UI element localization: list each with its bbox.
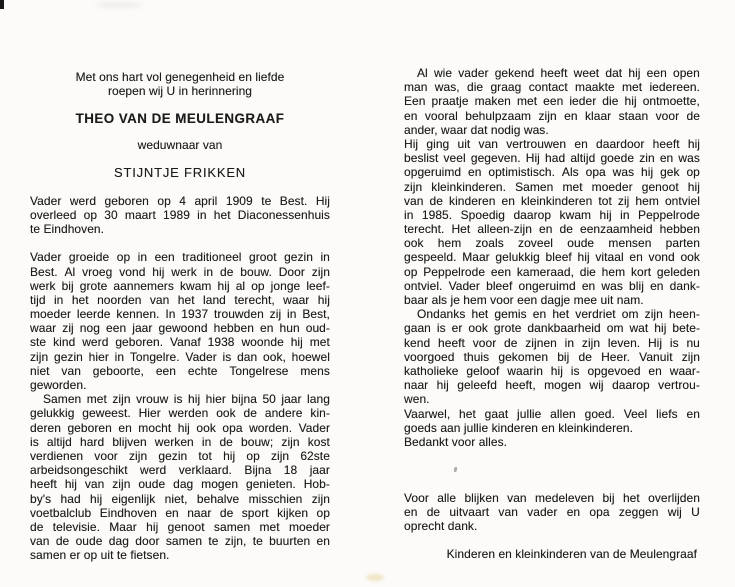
text-line: samen er op uit te fietsen. xyxy=(30,548,170,563)
text-line: by's had hij eigenlijk niet, behalve misschien zijn xyxy=(30,491,330,506)
text-line: waar zij nog een jaar gewoond hebben en hun oud- xyxy=(30,321,330,336)
text-line: heeft hij van zijn oude dag mogen genieten. Hob- xyxy=(30,477,330,492)
text-line: ander, waar dat nodig was. xyxy=(404,122,549,137)
text-line: oprecht dank. xyxy=(404,519,478,534)
text-line: op Peppelrode een kameraad, die hem kort geleden xyxy=(404,264,700,279)
paragraph xyxy=(30,250,330,392)
paragraph xyxy=(30,392,330,562)
text-line: niet van geboorte, een echte Tongelrese mens xyxy=(30,363,330,378)
text-line: verdienen voor zijn gezin tot hij op zijn 62ste xyxy=(30,448,330,463)
text-line: Voor alle blijken van medeleven bij het overlijden xyxy=(404,491,700,506)
text-line: de televisie. Maar hij genoot samen met moeder xyxy=(30,519,330,534)
text-line: voetbalclub Eindhoven en naar de sport kijken op xyxy=(30,505,330,520)
text-line: ontviel. Vader bleef ongeruimd en was blij en dank- xyxy=(404,278,700,293)
text-line: gespeeld. Maar gelukkig bleef hij vitaal en vond ook xyxy=(404,250,700,265)
left-column-paragraphs xyxy=(30,194,330,563)
text-line: geworden. xyxy=(30,378,87,393)
text-line: Bedankt voor alles. xyxy=(404,434,508,449)
text-line: Vaarwel, het gaat jullie allen goed. Veel liefs en xyxy=(404,406,700,421)
intro-line-1: Met ons hart vol genegenheid en liefde xyxy=(75,70,285,84)
text-line: Best. Al vroeg vond hij werk in de bouw. Door zijn xyxy=(30,264,330,279)
paragraph xyxy=(404,137,700,307)
paragraph xyxy=(404,66,700,137)
signature-line: Kinderen en kleinkinderen van de Meulengraaf xyxy=(446,546,697,561)
text-line: gelukkig geweest. Hier werden ook de andere kin- xyxy=(30,406,330,421)
text-line: voorgoed thuis gekomen bij de Heer. Vanuit zijn xyxy=(404,349,700,364)
text-line: en vooral behulpzaam zijn en klaar staan voor de xyxy=(404,108,700,123)
text-line: ook hem zoals zoveel oude mensen parten xyxy=(404,236,700,251)
text-line: werk bij grote aannemers kwam hij al op jonge leef- xyxy=(30,278,330,293)
text-line: Vader werd geboren op 4 april 1909 te Best. Hij xyxy=(30,193,330,208)
scan-artifact-corner-mark xyxy=(0,0,4,9)
text-line: van de kinderen en kleinkinderen tot zij hem ontviel xyxy=(404,193,700,208)
text-line: zijn kleinkinderen. Samen met moeder genoot hij xyxy=(404,179,700,194)
text-line: Hij ging uit van vertrouwen en daardoor heeft hij xyxy=(404,136,700,151)
text-line: Ondanks het gemis en het verdriet om zijn heen- xyxy=(417,307,700,322)
text-line: ste kind werd geboren. Vanaf 1938 woonde hij met xyxy=(30,335,330,350)
spouse-name: STIJNTJE FRIKKEN xyxy=(114,165,246,181)
text-line: van de oude dag door samen te zijn, te buurten en xyxy=(30,534,330,549)
paragraph xyxy=(30,194,330,237)
paragraph xyxy=(404,307,700,406)
text-line: in 1985. Spoedig daarop kwam hij in Peppelrode xyxy=(404,207,700,222)
text-line: Al wie vader gekend heeft weet dat hij een open xyxy=(417,66,700,80)
left-column xyxy=(30,70,330,562)
text-line: te Eindhoven. xyxy=(30,222,105,237)
text-line: goeds aan jullie kinderen en kleinkinderen. xyxy=(404,420,633,435)
text-line: kend heeft voor de zijnen in zijn leven. Hij is nu xyxy=(404,335,700,350)
paragraph xyxy=(404,491,700,534)
text-line: arbeidsongeschikt werd verklaard. Bijna 18 jaar xyxy=(30,463,330,478)
text-line: deren geboren en mocht hij ook opa worden. Vader xyxy=(30,420,330,435)
text-line: man was, die graag contact maakte met iedereen. xyxy=(404,80,700,95)
text-line: beslist veel gegeven. Hij had altijd goede zin en was xyxy=(404,151,700,166)
text-line: en de uitvaart van vader en opa zeggen wij U xyxy=(404,505,700,520)
text-line: baar als je hem voor een dagje mee uit nam. xyxy=(404,293,644,307)
text-line: moeder leerde kennen. In 1937 trouwden zij in Best, xyxy=(30,307,330,322)
text-line: is altijd hard blijven werken in de bouw; zijn kost xyxy=(30,434,330,449)
paragraph xyxy=(404,407,700,435)
text-line: overleed op 30 maart 1989 in het Diaconessenhuis xyxy=(30,207,330,222)
text-line: Een praatje maken met een ieder die hij ontmoette, xyxy=(404,94,700,109)
right-column-paragraphs xyxy=(404,66,700,534)
relation-label: weduwnaar van xyxy=(137,138,223,153)
text-line: Vader groeide op in een traditioneel groot gezin in xyxy=(30,250,330,265)
scan-artifact-smudge-bottom xyxy=(366,574,384,581)
text-line: gaan is er ook grote dankbaarheid om wat hij bete- xyxy=(404,321,700,336)
scan-artifact-smudge-top xyxy=(96,2,142,8)
paragraph xyxy=(404,435,700,449)
text-line: tijd in het noorden van het land terecht, waar hij xyxy=(30,292,330,307)
text-line: wen. xyxy=(404,392,430,407)
text-line: opgeruimd en optimistisch. Als opa was hij gek op xyxy=(404,165,700,180)
intro-line-2: roepen wij U in herinnering xyxy=(107,84,253,99)
text-line: zijn gezin hier in Tongelre. Vader is dan ook, hoewel xyxy=(30,349,330,364)
text-line: naar hij geleefd heeft, mogen wij daarop vertrou- xyxy=(404,378,700,393)
deceased-name: THEO VAN DE MEULENGRAAF xyxy=(75,111,285,126)
text-line: katholieke geloof waarin hij is opgevoed en waar- xyxy=(404,363,700,378)
right-column xyxy=(404,66,700,561)
text-line: Samen met zijn vrouw is hij hier bijna 50 jaar lang xyxy=(43,392,330,407)
text-line: terecht. Het alleen-zijn en de eenzaamheid hebben xyxy=(404,222,700,237)
